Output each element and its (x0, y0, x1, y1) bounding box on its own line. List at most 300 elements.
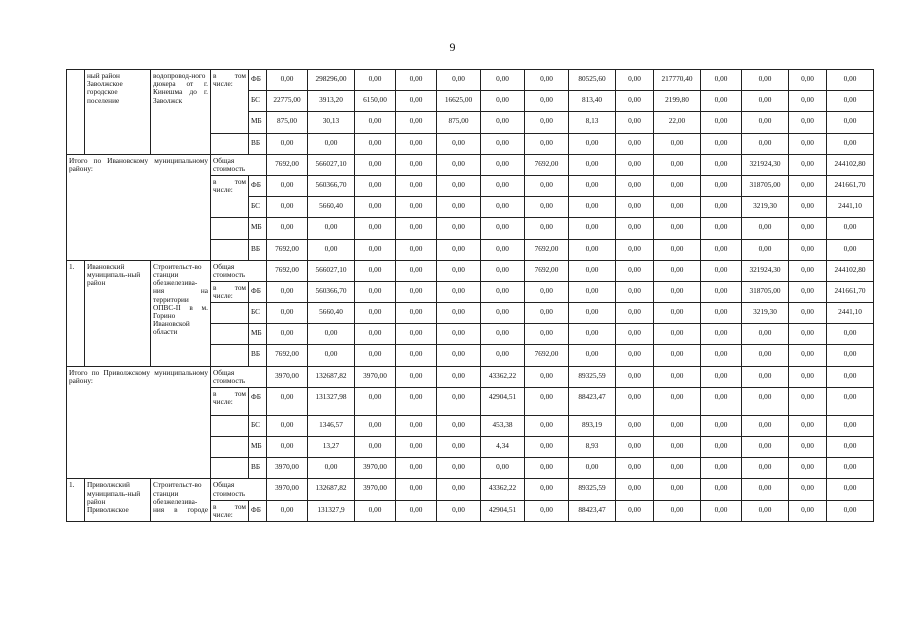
value-cell: 0,00 (437, 154, 481, 175)
budget-table (66, 69, 874, 522)
value-cell: 0,00 (355, 239, 396, 260)
budget-code: БС (249, 197, 267, 218)
value-cell: 0,00 (355, 154, 396, 175)
value-cell: 3970,00 (355, 366, 396, 387)
budget-code: МБ (249, 437, 267, 458)
value-cell: 3970,00 (267, 479, 308, 500)
value-cell: 0,00 (396, 479, 437, 500)
value-cell: 0,00 (827, 133, 874, 154)
value-cell: 0,00 (396, 218, 437, 239)
value-cell: 0,00 (481, 218, 525, 239)
value-cell: 0,00 (396, 458, 437, 479)
value-cell: 566027,10 (308, 154, 355, 175)
value-cell: 0,00 (827, 479, 874, 500)
value-cell: 0,00 (267, 175, 308, 196)
value-cell: 7692,00 (525, 260, 569, 281)
value-cell: 0,00 (355, 112, 396, 133)
in-total-label: в том числе: (211, 281, 249, 302)
value-cell: 0,00 (701, 303, 742, 324)
value-cell: 0,00 (742, 415, 789, 436)
blank-cell (211, 218, 249, 239)
table-row (67, 70, 874, 91)
budget-code: МБ (249, 218, 267, 239)
value-cell: 7692,00 (267, 260, 308, 281)
value-cell: 0,00 (481, 197, 525, 218)
value-cell: 0,00 (742, 345, 789, 366)
total-cost-label: Общая стоимость (211, 260, 267, 281)
value-cell: 321924,30 (742, 154, 789, 175)
table-row (67, 260, 874, 281)
value-cell: 0,00 (481, 112, 525, 133)
value-cell: 22,00 (654, 112, 701, 133)
value-cell: 2441,10 (827, 303, 874, 324)
value-cell: 0,00 (701, 479, 742, 500)
value-cell: 0,00 (827, 437, 874, 458)
row-number (67, 70, 85, 155)
value-cell: 13,27 (308, 437, 355, 458)
value-cell: 0,00 (437, 387, 481, 415)
value-cell: 0,00 (701, 260, 742, 281)
value-cell: 0,00 (267, 324, 308, 345)
value-cell: 0,00 (355, 133, 396, 154)
total-title: Итого по Ивановскому муниципальному району: (67, 154, 211, 260)
value-cell: 0,00 (654, 387, 701, 415)
value-cell: 132687,82 (308, 366, 355, 387)
value-cell: 298296,00 (308, 70, 355, 91)
value-cell: 0,00 (267, 437, 308, 458)
value-cell: 0,00 (267, 218, 308, 239)
value-cell: 0,00 (701, 218, 742, 239)
value-cell: 0,00 (789, 70, 827, 91)
value-cell: 0,00 (654, 218, 701, 239)
budget-code: МБ (249, 112, 267, 133)
value-cell: 0,00 (437, 239, 481, 260)
value-cell: 241661,70 (827, 281, 874, 302)
value-cell: 0,00 (654, 500, 701, 521)
value-cell: 0,00 (789, 239, 827, 260)
value-cell: 0,00 (654, 154, 701, 175)
value-cell: 6150,00 (355, 91, 396, 112)
value-cell: 0,00 (654, 437, 701, 458)
value-cell: 453,38 (481, 415, 525, 436)
blank-cell (211, 415, 249, 436)
value-cell: 0,00 (437, 415, 481, 436)
value-cell: 318705,00 (742, 281, 789, 302)
value-cell: 0,00 (525, 70, 569, 91)
value-cell: 0,00 (701, 133, 742, 154)
value-cell: 3970,00 (355, 458, 396, 479)
value-cell: 0,00 (481, 260, 525, 281)
in-total-label: в том числе: (211, 387, 249, 415)
value-cell: 0,00 (616, 91, 654, 112)
blank-cell (211, 239, 249, 260)
value-cell: 0,00 (789, 324, 827, 345)
budget-code: ВБ (249, 458, 267, 479)
value-cell: 0,00 (569, 260, 616, 281)
value-cell: 0,00 (525, 133, 569, 154)
value-cell: 0,00 (654, 239, 701, 260)
value-cell: 0,00 (789, 345, 827, 366)
value-cell: 560366,70 (308, 175, 355, 196)
value-cell: 0,00 (481, 239, 525, 260)
value-cell: 0,00 (396, 500, 437, 521)
value-cell: 0,00 (525, 437, 569, 458)
value-cell: 80525,60 (569, 70, 616, 91)
value-cell: 7692,00 (267, 345, 308, 366)
value-cell: 0,00 (437, 437, 481, 458)
value-cell: 0,00 (616, 366, 654, 387)
value-cell: 0,00 (308, 345, 355, 366)
value-cell: 0,00 (569, 303, 616, 324)
value-cell: 0,00 (355, 218, 396, 239)
blank-cell (211, 303, 249, 324)
value-cell: 0,00 (437, 479, 481, 500)
value-cell: 0,00 (742, 218, 789, 239)
value-cell: 3970,00 (267, 458, 308, 479)
district-name: ный район Заволжское городское поселение (85, 70, 151, 155)
value-cell: 0,00 (437, 500, 481, 521)
value-cell: 0,00 (701, 366, 742, 387)
value-cell: 0,00 (267, 303, 308, 324)
budget-code: ФБ (249, 387, 267, 415)
value-cell: 0,00 (569, 133, 616, 154)
value-cell: 0,00 (308, 324, 355, 345)
value-cell: 0,00 (827, 366, 874, 387)
in-total-label: в том числе: (211, 175, 249, 217)
value-cell: 0,00 (789, 112, 827, 133)
value-cell: 0,00 (525, 197, 569, 218)
value-cell: 3219,30 (742, 197, 789, 218)
value-cell: 42904,51 (481, 500, 525, 521)
value-cell: 0,00 (481, 281, 525, 302)
value-cell: 0,00 (437, 281, 481, 302)
value-cell: 0,00 (616, 70, 654, 91)
blank-cell (211, 133, 249, 154)
value-cell: 0,00 (701, 154, 742, 175)
value-cell: 0,00 (827, 112, 874, 133)
value-cell: 0,00 (789, 415, 827, 436)
value-cell: 0,00 (396, 154, 437, 175)
value-cell: 0,00 (654, 324, 701, 345)
value-cell: 0,00 (654, 260, 701, 281)
value-cell: 0,00 (396, 197, 437, 218)
value-cell: 0,00 (267, 133, 308, 154)
value-cell: 0,00 (616, 175, 654, 196)
value-cell: 0,00 (437, 303, 481, 324)
value-cell: 5660,40 (308, 197, 355, 218)
value-cell: 0,00 (742, 387, 789, 415)
value-cell: 0,00 (701, 112, 742, 133)
value-cell: 0,00 (396, 437, 437, 458)
value-cell: 0,00 (654, 415, 701, 436)
value-cell: 0,00 (654, 281, 701, 302)
value-cell: 0,00 (701, 387, 742, 415)
total-cost-label: Общая стоимость (211, 154, 267, 175)
value-cell: 0,00 (525, 458, 569, 479)
budget-code: БС (249, 91, 267, 112)
budget-code: БС (249, 415, 267, 436)
budget-code: ВБ (249, 345, 267, 366)
value-cell: 813,40 (569, 91, 616, 112)
table-row (67, 366, 874, 387)
in-total-label: в том числе: (211, 500, 249, 521)
value-cell: 0,00 (827, 387, 874, 415)
value-cell: 0,00 (616, 303, 654, 324)
value-cell: 0,00 (616, 437, 654, 458)
value-cell: 0,00 (789, 281, 827, 302)
value-cell: 0,00 (827, 218, 874, 239)
value-cell: 0,00 (827, 458, 874, 479)
value-cell: 0,00 (827, 70, 874, 91)
value-cell: 0,00 (481, 324, 525, 345)
value-cell: 3219,30 (742, 303, 789, 324)
value-cell: 0,00 (742, 437, 789, 458)
value-cell: 0,00 (789, 260, 827, 281)
value-cell: 42904,51 (481, 387, 525, 415)
budget-code: ФБ (249, 175, 267, 196)
value-cell: 0,00 (827, 91, 874, 112)
value-cell: 0,00 (437, 324, 481, 345)
value-cell: 0,00 (437, 133, 481, 154)
value-cell: 0,00 (396, 70, 437, 91)
value-cell: 0,00 (742, 458, 789, 479)
value-cell: 0,00 (616, 387, 654, 415)
value-cell: 0,00 (701, 175, 742, 196)
blank-cell (211, 437, 249, 458)
value-cell: 0,00 (481, 91, 525, 112)
value-cell: 0,00 (827, 239, 874, 260)
value-cell: 0,00 (616, 260, 654, 281)
value-cell: 0,00 (525, 218, 569, 239)
object-name: Строительст-во станции обезжелезива-ния в городе (151, 479, 211, 521)
value-cell: 0,00 (742, 112, 789, 133)
value-cell: 0,00 (355, 281, 396, 302)
value-cell: 560366,70 (308, 281, 355, 302)
object-name: Строительст-во станции обезжелезива-ния на территории ОПВС-II в м. Горино Ивановской области (151, 260, 211, 366)
value-cell: 0,00 (789, 303, 827, 324)
value-cell: 0,00 (789, 500, 827, 521)
value-cell: 0,00 (742, 133, 789, 154)
value-cell: 2199,80 (654, 91, 701, 112)
value-cell: 0,00 (701, 197, 742, 218)
value-cell: 1346,57 (308, 415, 355, 436)
value-cell: 7692,00 (525, 345, 569, 366)
value-cell: 0,00 (525, 324, 569, 345)
value-cell: 0,00 (654, 175, 701, 196)
value-cell: 0,00 (569, 218, 616, 239)
total-cost-label: Общая стоимость (211, 366, 267, 387)
value-cell: 0,00 (569, 154, 616, 175)
value-cell: 0,00 (616, 239, 654, 260)
budget-code: ФБ (249, 281, 267, 302)
value-cell: 0,00 (355, 437, 396, 458)
value-cell: 0,00 (437, 218, 481, 239)
value-cell: 0,00 (701, 415, 742, 436)
value-cell: 0,00 (616, 197, 654, 218)
value-cell: 0,00 (437, 70, 481, 91)
budget-code: ВБ (249, 133, 267, 154)
value-cell: 0,00 (525, 366, 569, 387)
value-cell: 0,00 (654, 366, 701, 387)
value-cell: 0,00 (525, 175, 569, 196)
value-cell: 0,00 (654, 345, 701, 366)
table-row (67, 154, 874, 175)
value-cell: 8,13 (569, 112, 616, 133)
value-cell: 0,00 (701, 345, 742, 366)
value-cell: 0,00 (437, 366, 481, 387)
budget-code: МБ (249, 324, 267, 345)
value-cell: 0,00 (355, 387, 396, 415)
value-cell: 0,00 (481, 154, 525, 175)
blank-cell (211, 324, 249, 345)
value-cell: 3913,20 (308, 91, 355, 112)
row-number: 1. (67, 260, 85, 366)
value-cell: 244102,80 (827, 154, 874, 175)
value-cell: 0,00 (616, 154, 654, 175)
value-cell: 0,00 (789, 479, 827, 500)
value-cell: 0,00 (267, 197, 308, 218)
value-cell: 0,00 (789, 366, 827, 387)
district-name: Приволжский муниципаль-ный район Приволжское (85, 479, 151, 521)
value-cell: 0,00 (701, 458, 742, 479)
value-cell: 7692,00 (267, 239, 308, 260)
value-cell: 0,00 (654, 479, 701, 500)
value-cell: 0,00 (308, 133, 355, 154)
value-cell: 7692,00 (525, 239, 569, 260)
value-cell: 0,00 (396, 303, 437, 324)
value-cell: 0,00 (742, 70, 789, 91)
value-cell: 7692,00 (267, 154, 308, 175)
value-cell: 0,00 (616, 415, 654, 436)
value-cell: 0,00 (481, 345, 525, 366)
value-cell: 0,00 (616, 324, 654, 345)
value-cell: 0,00 (396, 387, 437, 415)
value-cell: 0,00 (481, 303, 525, 324)
value-cell: 0,00 (355, 415, 396, 436)
value-cell: 0,00 (355, 324, 396, 345)
value-cell: 0,00 (396, 281, 437, 302)
value-cell: 0,00 (789, 133, 827, 154)
value-cell: 0,00 (742, 366, 789, 387)
table-row (67, 479, 874, 500)
value-cell: 0,00 (827, 324, 874, 345)
value-cell: 89325,59 (569, 366, 616, 387)
budget-code: БС (249, 303, 267, 324)
value-cell: 43362,22 (481, 479, 525, 500)
value-cell: 0,00 (396, 345, 437, 366)
value-cell: 0,00 (654, 458, 701, 479)
value-cell: 0,00 (701, 281, 742, 302)
value-cell: 0,00 (355, 500, 396, 521)
value-cell: 0,00 (481, 458, 525, 479)
value-cell: 0,00 (789, 154, 827, 175)
page-number: 9 (449, 40, 456, 54)
row-number: 1. (67, 479, 85, 521)
value-cell: 0,00 (789, 175, 827, 196)
value-cell: 0,00 (789, 458, 827, 479)
value-cell: 0,00 (616, 112, 654, 133)
value-cell: 0,00 (396, 175, 437, 196)
budget-code: ФБ (249, 500, 267, 521)
value-cell: 0,00 (616, 479, 654, 500)
value-cell: 0,00 (525, 281, 569, 302)
value-cell: 0,00 (481, 133, 525, 154)
value-cell: 0,00 (827, 345, 874, 366)
value-cell: 0,00 (569, 281, 616, 302)
value-cell: 0,00 (569, 458, 616, 479)
district-name: Ивановский муниципаль-ный район (85, 260, 151, 366)
value-cell: 16625,00 (437, 91, 481, 112)
value-cell: 0,00 (396, 91, 437, 112)
value-cell: 0,00 (569, 175, 616, 196)
value-cell: 3970,00 (355, 479, 396, 500)
value-cell: 0,00 (789, 197, 827, 218)
value-cell: 0,00 (742, 91, 789, 112)
value-cell: 3970,00 (267, 366, 308, 387)
value-cell: 0,00 (308, 218, 355, 239)
value-cell: 0,00 (827, 415, 874, 436)
value-cell: 0,00 (396, 415, 437, 436)
value-cell: 30,13 (308, 112, 355, 133)
value-cell: 0,00 (616, 345, 654, 366)
value-cell: 217770,40 (654, 70, 701, 91)
value-cell: 0,00 (355, 175, 396, 196)
budget-code: ВБ (249, 239, 267, 260)
value-cell: 0,00 (396, 324, 437, 345)
value-cell: 0,00 (654, 197, 701, 218)
total-title: Итого по Приволжскому муниципальному району: (67, 366, 211, 479)
value-cell: 4,34 (481, 437, 525, 458)
value-cell: 0,00 (616, 500, 654, 521)
value-cell: 0,00 (789, 91, 827, 112)
value-cell: 0,00 (742, 479, 789, 500)
value-cell: 0,00 (267, 387, 308, 415)
value-cell: 0,00 (355, 345, 396, 366)
value-cell: 43362,22 (481, 366, 525, 387)
value-cell: 22775,00 (267, 91, 308, 112)
value-cell: 0,00 (569, 197, 616, 218)
blank-cell (211, 458, 249, 479)
value-cell: 0,00 (742, 239, 789, 260)
value-cell: 0,00 (616, 458, 654, 479)
value-cell: 131327,98 (308, 387, 355, 415)
value-cell: 0,00 (355, 197, 396, 218)
value-cell: 0,00 (569, 239, 616, 260)
value-cell: 0,00 (569, 324, 616, 345)
total-cost-label: Общая стоимость (211, 479, 267, 500)
value-cell: 0,00 (525, 303, 569, 324)
value-cell: 132687,82 (308, 479, 355, 500)
value-cell: 0,00 (525, 91, 569, 112)
value-cell: 0,00 (654, 303, 701, 324)
value-cell: 0,00 (308, 458, 355, 479)
value-cell: 0,00 (437, 175, 481, 196)
value-cell: 241661,70 (827, 175, 874, 196)
value-cell: 0,00 (701, 91, 742, 112)
value-cell: 0,00 (525, 112, 569, 133)
in-total-label: в том числе: (211, 70, 249, 134)
value-cell: 0,00 (267, 281, 308, 302)
value-cell: 875,00 (267, 112, 308, 133)
value-cell: 0,00 (525, 387, 569, 415)
value-cell: 0,00 (525, 415, 569, 436)
value-cell: 0,00 (267, 70, 308, 91)
value-cell: 0,00 (267, 415, 308, 436)
value-cell: 0,00 (789, 387, 827, 415)
value-cell: 0,00 (789, 437, 827, 458)
value-cell: 0,00 (355, 303, 396, 324)
value-cell: 0,00 (827, 500, 874, 521)
